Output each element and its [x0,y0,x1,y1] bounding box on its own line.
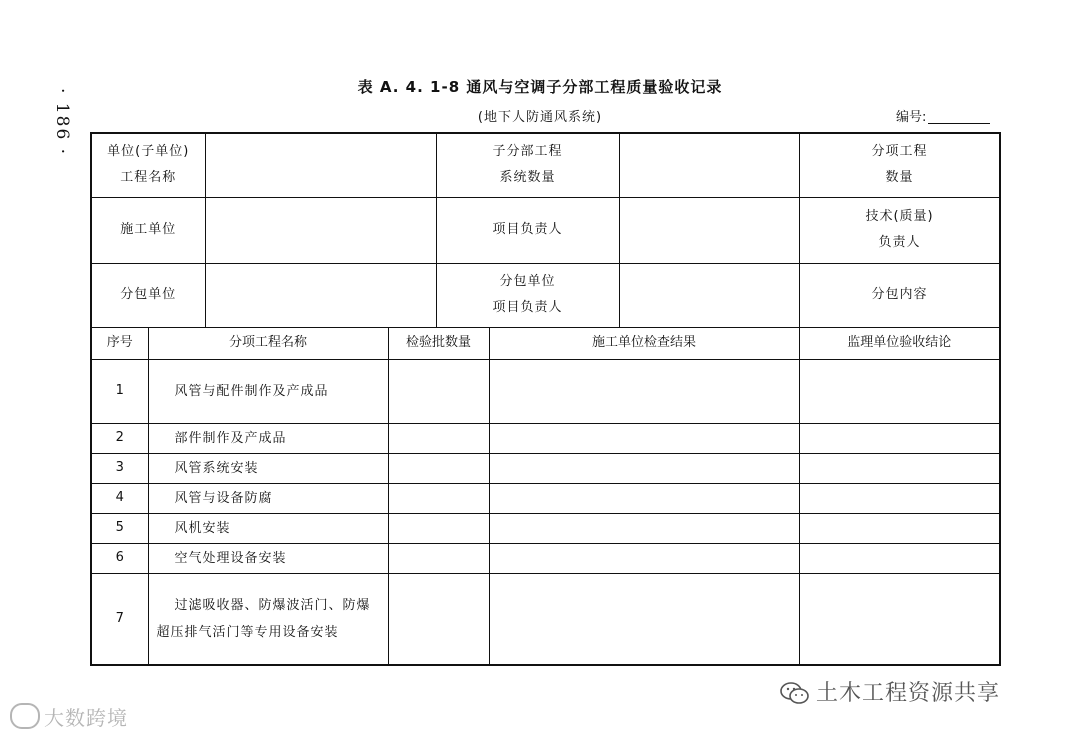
table-row [91,453,1000,483]
sub-project-manager-label: 分包单位 项目负责人 [436,263,619,327]
code-blank-line [928,123,990,124]
unit-name-value[interactable] [205,133,436,197]
row-no: 4 [91,483,148,513]
row-batch-count[interactable] [388,423,489,453]
construction-unit-label: 施工单位 [91,197,205,263]
construction-unit-value[interactable] [205,197,436,263]
code-label: 编号: [896,110,927,125]
subdivision-count-label: 子分部工程 系统数量 [436,133,619,197]
row-item-name: 部件制作及产成品 [148,423,388,453]
table-row [91,543,1000,573]
row-no: 6 [91,543,148,573]
col-header-no: 序号 [91,327,148,359]
footer-watermark-text: 大数跨境 [44,706,128,730]
col-header-name: 分项工程名称 [148,327,388,359]
row-conclusion[interactable] [799,423,1000,453]
unit-name-label: 单位(子单位) 工程名称 [91,133,205,197]
row-check-result[interactable] [489,513,799,543]
item-count-label: 分项工程 数量 [799,133,1000,197]
row-batch-count[interactable] [388,573,489,665]
col-header-check-result: 施工单位检查结果 [489,327,799,359]
row-check-result[interactable] [489,543,799,573]
table-row [91,573,1000,665]
row-item-name: 风管与设备防腐 [148,483,388,513]
table-subtitle: (地下人防通风系统) [477,110,603,125]
col-header-conclusion: 监理单位验收结论 [799,327,1000,359]
page-number: · 186 · [52,88,72,157]
row-check-result[interactable] [489,573,799,665]
row-no: 5 [91,513,148,543]
tech-manager-label: 技术(质量) 负责人 [799,197,1000,263]
sub-project-manager-value[interactable] [619,263,799,327]
row-batch-count[interactable] [388,513,489,543]
row-batch-count[interactable] [388,453,489,483]
row-no: 7 [91,573,148,665]
brand-watermark [780,676,1000,707]
row-no: 3 [91,453,148,483]
row-item-name: 过滤吸收器、防爆波活门、防爆超压排气活门等专用设备安装 [148,573,388,665]
sub-content-label: 分包内容 [799,263,1000,327]
table-row [91,483,1000,513]
acceptance-record-table [90,132,1001,666]
code-field [896,106,990,125]
table-row [91,359,1000,423]
wechat-icon [780,681,810,705]
row-check-result[interactable] [489,483,799,513]
row-item-name: 风机安装 [148,513,388,543]
brand-text: 土木工程资源共享 [816,681,1001,706]
subcontractor-value[interactable] [205,263,436,327]
row-no: 1 [91,359,148,423]
table-row [91,423,1000,453]
row-check-result[interactable] [489,359,799,423]
project-manager-label: 项目负责人 [436,197,619,263]
col-header-batch-count: 检验批数量 [388,327,489,359]
row-item-name: 空气处理设备安装 [148,543,388,573]
row-batch-count[interactable] [388,359,489,423]
subcontractor-label: 分包单位 [91,263,205,327]
row-batch-count[interactable] [388,543,489,573]
table-title: 表 A. 4. 1-8 通风与空调子分部工程质量验收记录 [357,78,723,96]
footer-watermark [10,702,128,731]
row-no: 2 [91,423,148,453]
row-check-result[interactable] [489,423,799,453]
project-manager-value[interactable] [619,197,799,263]
row-conclusion[interactable] [799,453,1000,483]
row-item-name: 风管与配件制作及产成品 [148,359,388,423]
row-conclusion[interactable] [799,543,1000,573]
row-batch-count[interactable] [388,483,489,513]
row-conclusion[interactable] [799,483,1000,513]
row-conclusion[interactable] [799,573,1000,665]
watermark-logo-icon [10,703,40,729]
row-conclusion[interactable] [799,513,1000,543]
row-conclusion[interactable] [799,359,1000,423]
subdivision-count-value[interactable] [619,133,799,197]
row-item-name: 风管系统安装 [148,453,388,483]
row-check-result[interactable] [489,453,799,483]
table-row [91,513,1000,543]
